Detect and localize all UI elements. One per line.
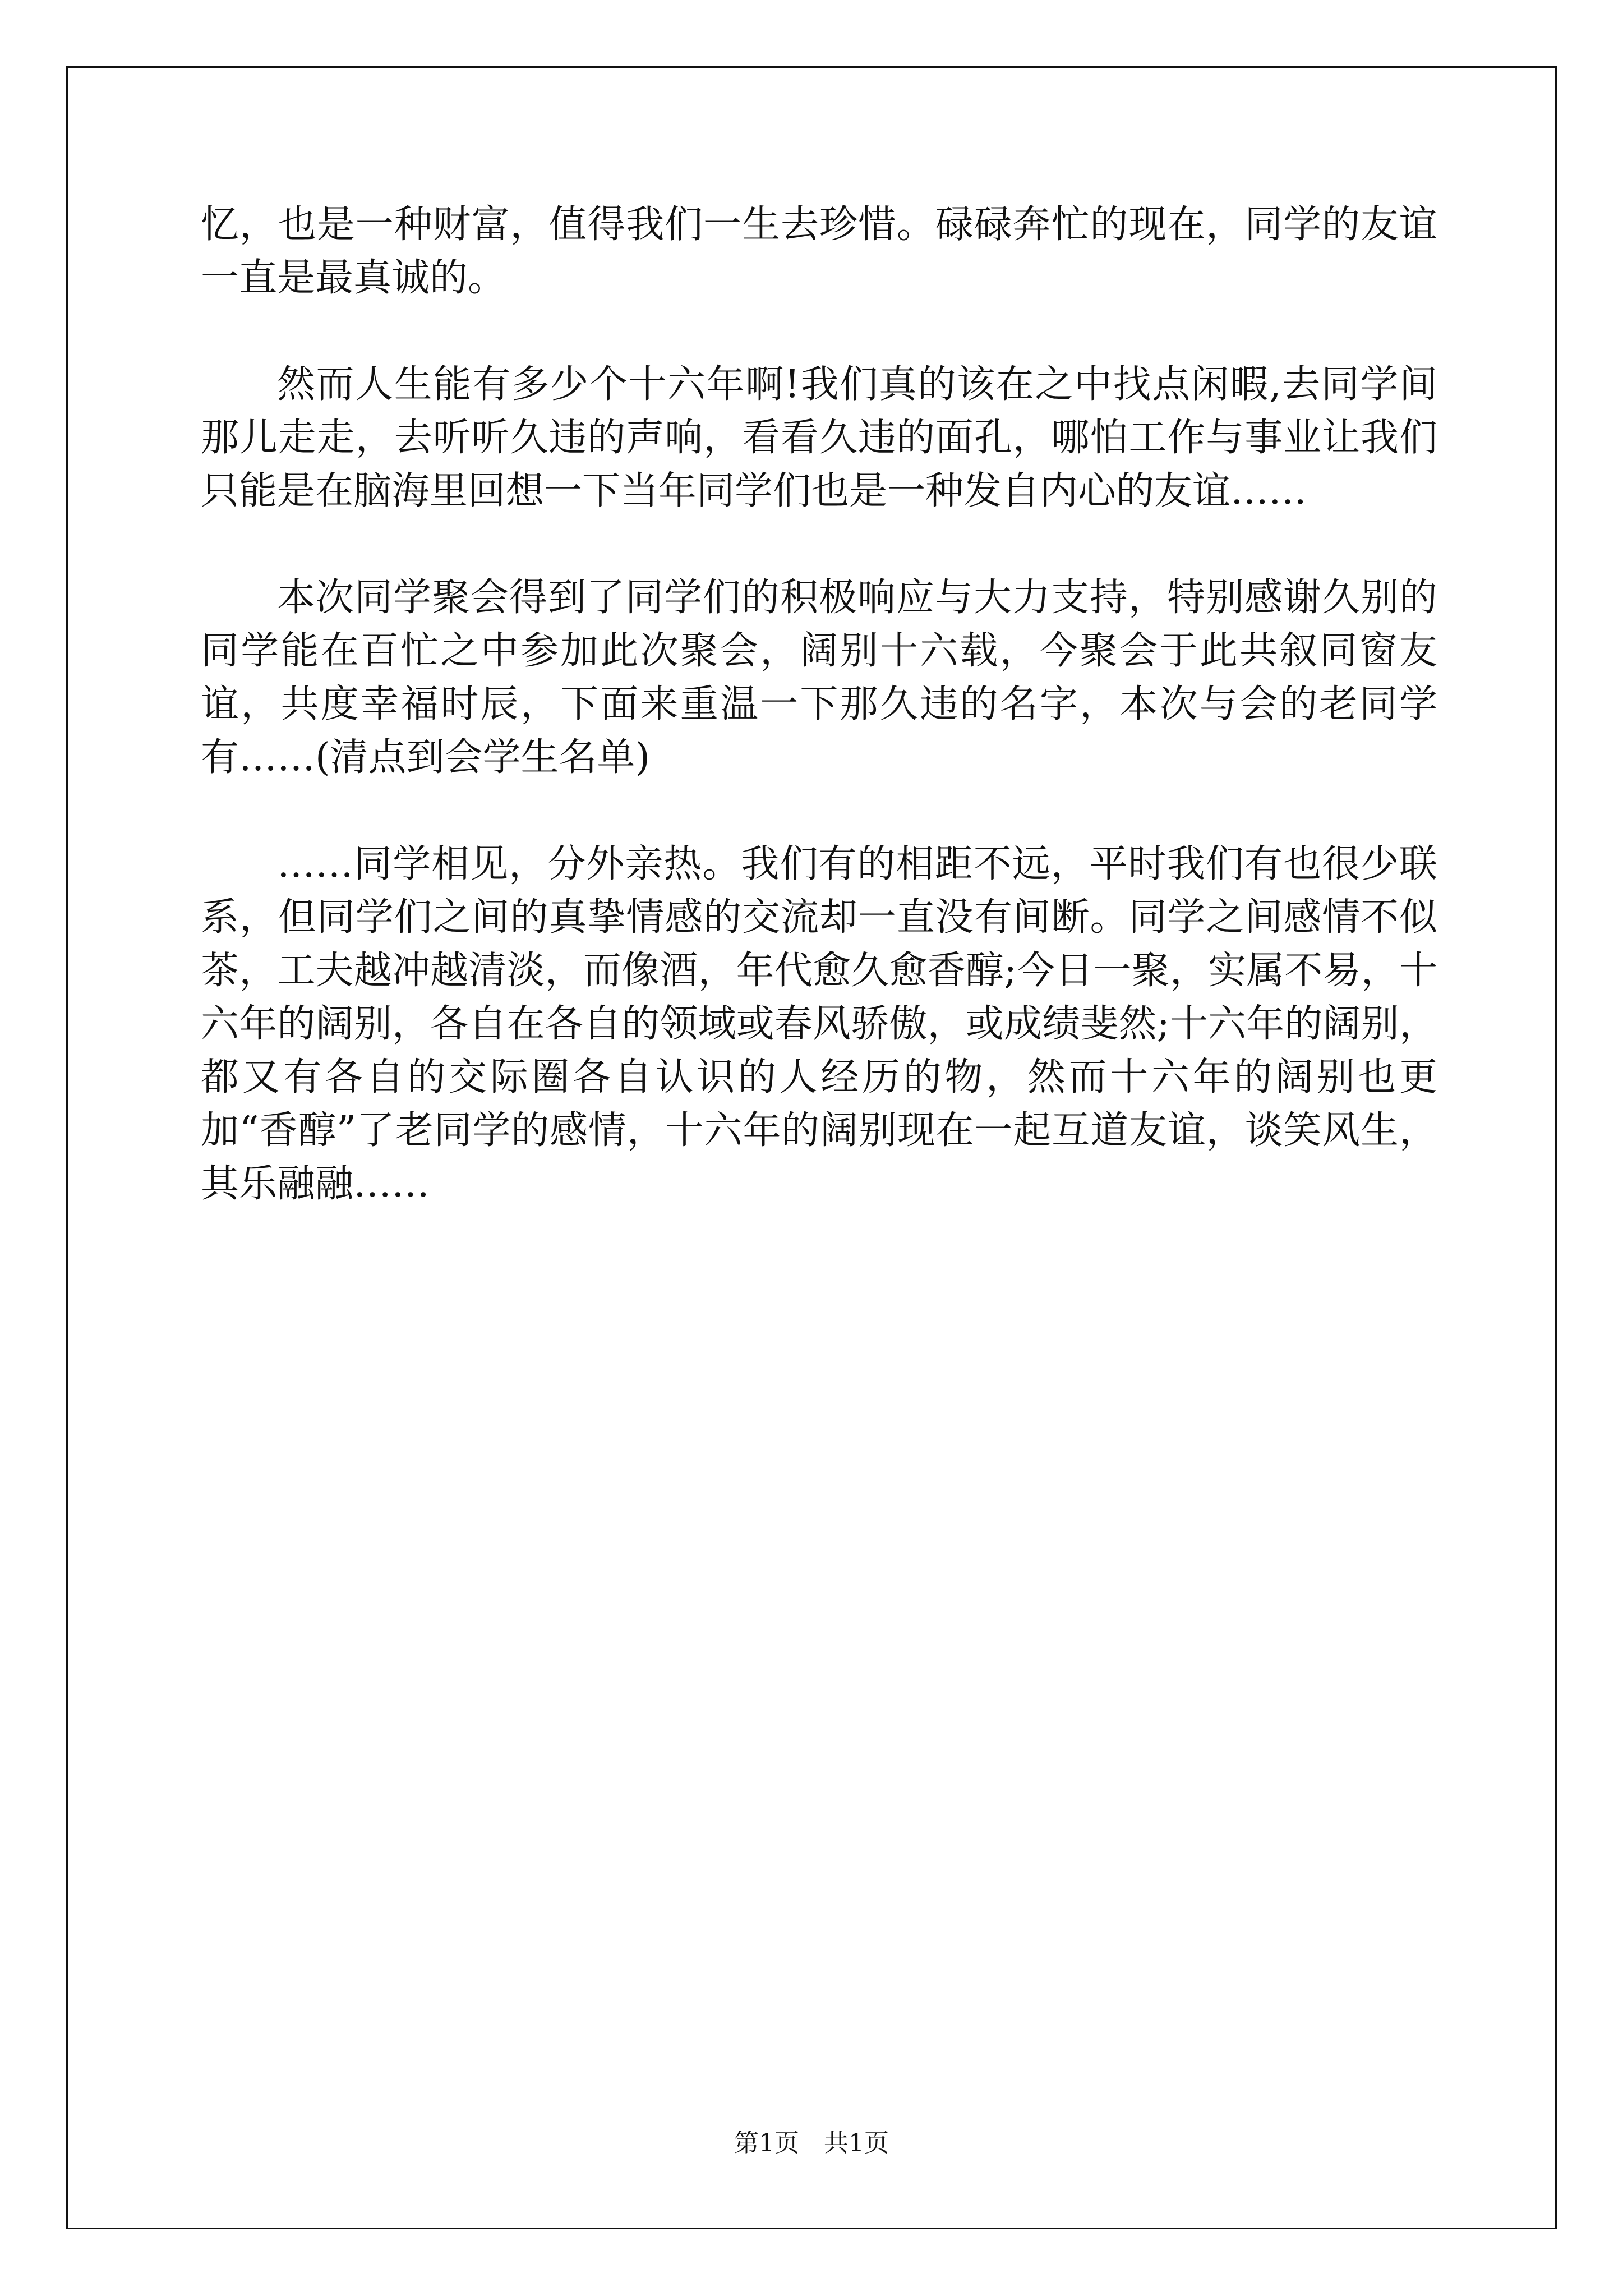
page-number-current: 第1页 [734, 2129, 799, 2157]
paragraph-1: 忆，也是一种财富，值得我们一生去珍惜。碌碌奔忙的现在，同学的友谊一直是最真诚的。 [201, 203, 1437, 300]
paragraph-2: 然而人生能有多少个十六年啊!我们真的该在之中找点闲暇,去同学间那儿走走，去听听久违的声响，看看久违的面孔，哪怕工作与事业让我们只能是在脑海里回想一下当年同学们也是一种发自内心的友谊…… [201, 362, 1437, 513]
document-body [201, 198, 1437, 1211]
page-number-total: 共1页 [824, 2129, 889, 2157]
page-footer [0, 2128, 1623, 2159]
paragraph-3: 本次同学聚会得到了同学们的积极响应与大力支持，特别感谢久别的同学能在百忙之中参加此次聚会，阔别十六载，今聚会于此共叙同窗友谊，共度幸福时辰，下面来重温一下那久违的名字，本次与会的老同学有……(清点到会学生名单) [201, 576, 1437, 780]
paragraph-4: ……同学相见，分外亲热。我们有的相距不远，平时我们有也很少联系，但同学们之间的真挚情感的交流却一直没有间断。同学之间感情不似茶，工夫越冲越清淡，而像酒，年代愈久愈香醇;今日一聚，实属不易，十六年的阔别，各自在各自的领域或春风骄傲，或成绩斐然;十六年的阔别，都又有各自的交际圈各自认识的人经历的物，然而十六年的阔别也更加“香醇”了老同学的感情，十六年的阔别现在一起互道友谊，谈笑风生，其乐融融…… [201, 842, 1437, 1206]
